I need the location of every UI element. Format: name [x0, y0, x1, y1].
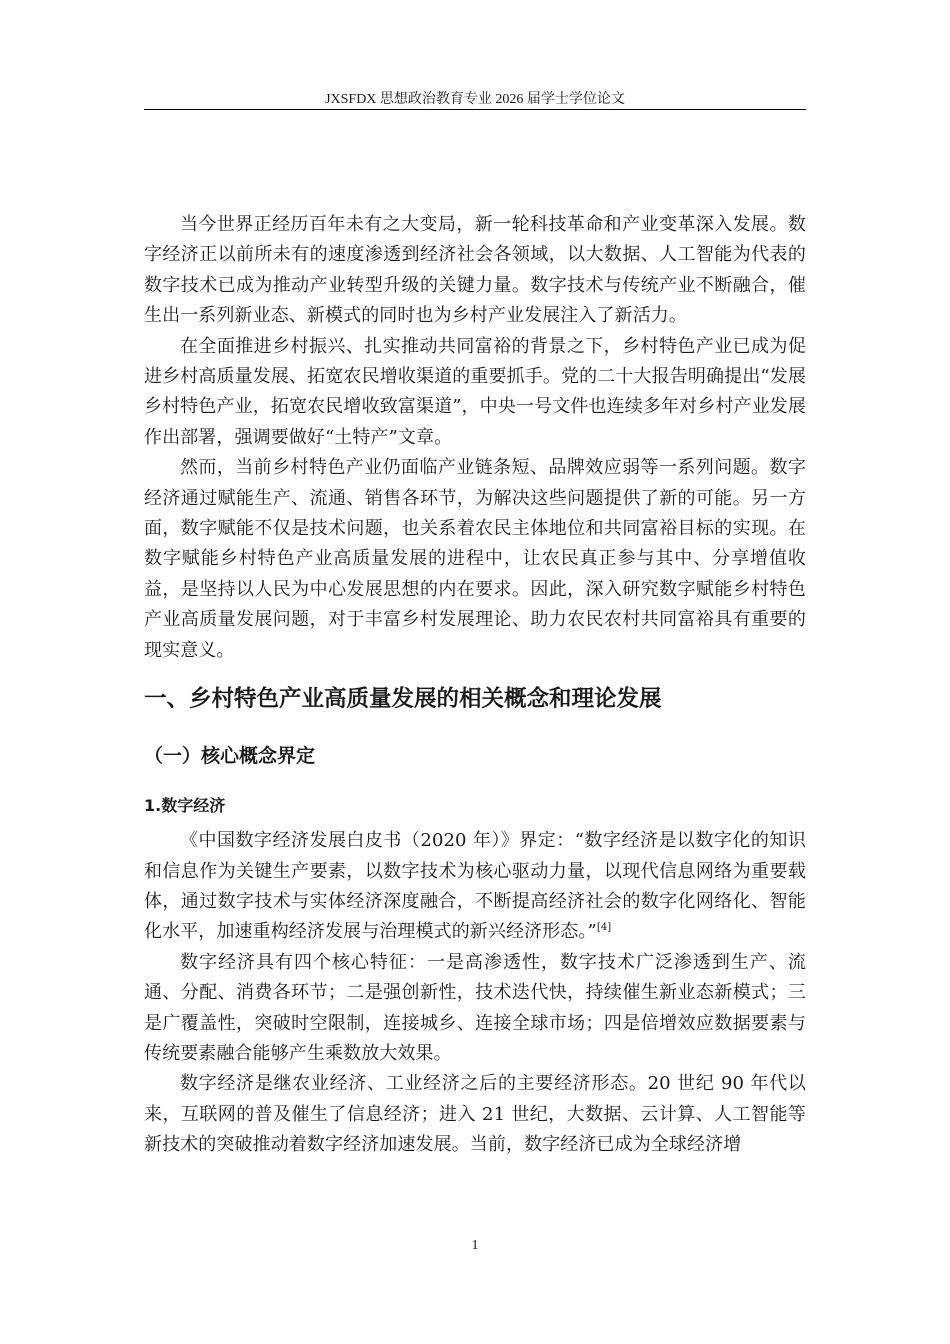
- item-heading: 1.数字经济: [144, 796, 226, 816]
- intro-paragraph-1: 当今世界正经历百年未有之大变局，新一轮科技革命和产业变革深入发展。数字经济正以前所未有的速度渗透到经济社会各领域，以大数据、人工智能为代表的数字技术已成为推动产业转型升级的关键力量。数字技术与传统产业不断融合，催生出一系列新业态、新模式的同时也为乡村产业发展注入了新活力。: [144, 214, 806, 327]
- definition-paragraph: [144, 826, 806, 948]
- page-header: JXSFDX 思想政治教育专业 2026 届学士学位论文: [325, 92, 625, 107]
- citation-marker[interactable]: [4]: [596, 922, 612, 934]
- page-number: 1: [471, 1238, 479, 1253]
- definition-text: 《中国数字经济发展白皮书（2020 年）》界定：“数字经济是以数字化的知识和信息作为关键生产要素，以数字技术为核心驱动力量，以现代信息网络为重要载体，通过数字技术与实体经济深度融合，不断提高经济社会的数字化网络化、智能化水平，加速重构经济发展与治理模式的新兴经济形态。”: [144, 830, 806, 943]
- header-rule: [144, 109, 806, 110]
- features-paragraph: 数字经济具有四个核心特征：一是高渗透性，数字技术广泛渗透到生产、流通、分配、消费各环节；二是强创新性，技术迭代快，持续催生新业态新模式；三是广覆盖性，突破时空限制，连接城乡、连接全球市场；四是倍增效应数据要素与传统要素融合能够产生乘数放大效果。: [144, 951, 806, 1064]
- document-body: [144, 210, 806, 1161]
- intro-paragraph-3: 然而，当前乡村特色产业仍面临产业链条短、品牌效应弱等一系列问题。数字经济通过赋能生产、流通、销售各环节，为解决这些问题提供了新的可能。另一方面，数字赋能不仅是技术问题，也关系着农民主体地位和共同富裕目标的实现。在数字赋能乡村特色产业高质量发展的进程中，让农民真正参与其中、分享增值收益，是坚持以人民为中心发展思想的内在要求。因此，深入研究数字赋能乡村特色产业高质量发展问题，对于丰富乡村发展理论、助力农民农村共同富裕具有重要的现实意义。: [144, 457, 806, 661]
- subsection-heading: （一）核心概念界定: [144, 745, 316, 768]
- history-paragraph: 数字经济是继农业经济、工业经济之后的主要经济形态。20 世纪 90 年代以来，互联网的普及催生了信息经济；进入 21 世纪，大数据、云计算、人工智能等新技术的突破推动着数字经济加速发展。当前，数字经济已成为全球经济增: [144, 1073, 806, 1156]
- section-heading: 一、乡村特色产业高质量发展的相关概念和理论发展: [144, 686, 662, 713]
- intro-paragraph-2: 在全面推进乡村振兴、扎实推动共同富裕的背景之下，乡村特色产业已成为促进乡村高质量发展、拓宽农民增收渠道的重要抓手。党的二十大报告明确提出“发展乡村特色产业，拓宽农民增收致富渠道”，中央一号文件也连续多年对乡村产业发展作出部署，强调要做好“土特产”文章。: [144, 335, 806, 448]
